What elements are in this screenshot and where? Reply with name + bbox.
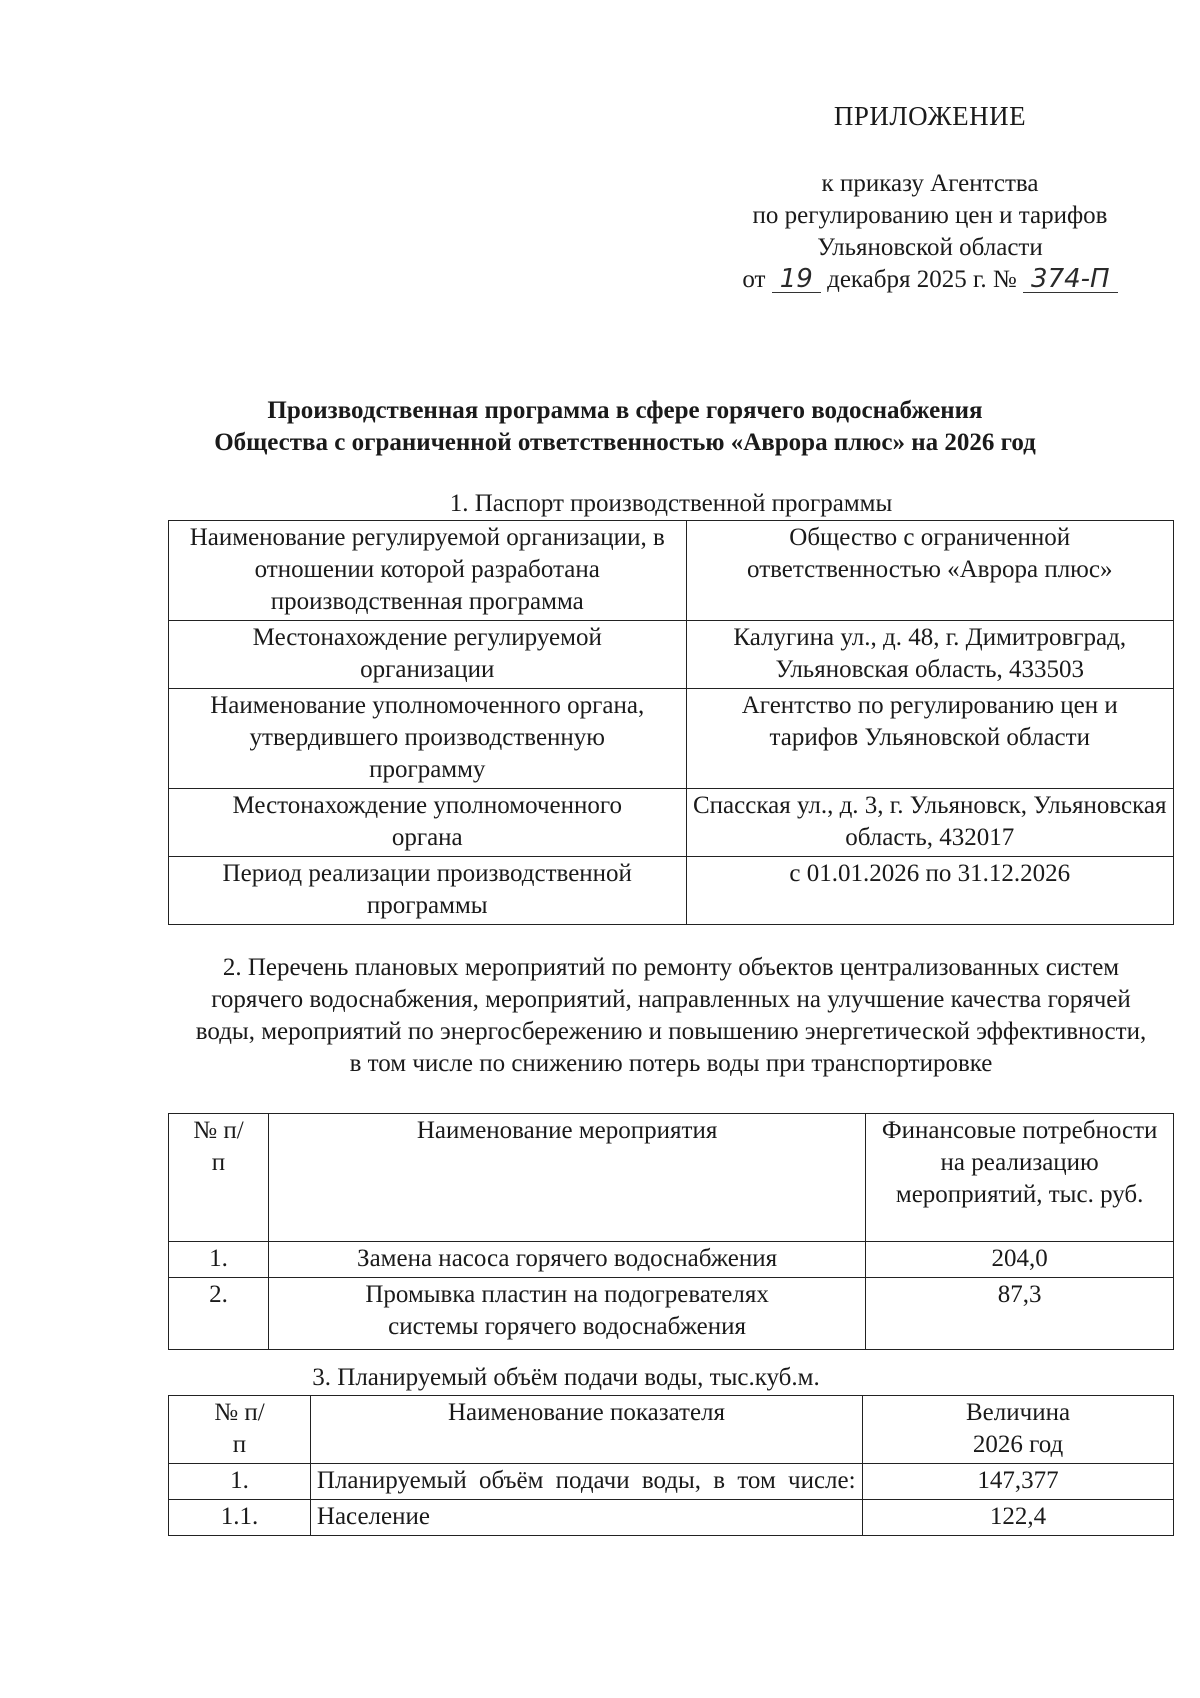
header-name: Наименование показателя <box>310 1396 862 1464</box>
order-date-line <box>700 264 1160 296</box>
table-row <box>169 621 1174 689</box>
table-row <box>169 689 1174 789</box>
row-name: Замена насоса горячего водоснабжения <box>268 1242 865 1278</box>
document-title <box>140 395 1110 459</box>
row-finance: 87,3 <box>866 1278 1174 1350</box>
header-num: № п/п <box>169 1396 311 1464</box>
row-name: Промывка пластин на подогревателях системы горячего водоснабжения <box>268 1278 865 1350</box>
passport-table <box>168 520 1174 925</box>
passport-value: Калугина ул., д. 48, г. Димитровград, Ульяновская область, 433503 <box>686 621 1174 689</box>
passport-label: Местонахождение уполномоченного органа <box>169 789 687 857</box>
table-row <box>169 1242 1174 1278</box>
date-rest: декабря 2025 г. № <box>827 266 1017 293</box>
section-1-title: 1. Паспорт производственной программы <box>449 490 893 517</box>
table-row <box>169 857 1174 925</box>
header-finance: Финансовые потребности на реализацию мероприятий, тыс. руб. <box>866 1114 1174 1242</box>
header-num: № п/п <box>169 1114 269 1242</box>
table-row <box>169 521 1174 621</box>
handwritten-day: 19 <box>772 266 821 293</box>
handwritten-order-number: 374-П <box>1023 266 1118 293</box>
row-finance: 204,0 <box>866 1242 1174 1278</box>
date-prefix: от <box>742 266 766 293</box>
table-row <box>169 789 1174 857</box>
approval-line-1: к приказу Агентства <box>821 170 1039 197</box>
table-row <box>169 1464 1174 1500</box>
document-title-line-2: Общества с ограниченной ответственностью «Аврора плюс» на 2026 год <box>214 429 1036 456</box>
row-value: 122,4 <box>863 1500 1174 1536</box>
passport-value: с 01.01.2026 по 31.12.2026 <box>686 857 1174 925</box>
header-name: Наименование мероприятия <box>268 1114 865 1242</box>
approval-line-2: по регулированию цен и тарифов <box>752 202 1108 229</box>
header-value: Величина 2026 год <box>863 1396 1174 1464</box>
row-num: 1. <box>169 1242 269 1278</box>
section-2-title: 2. Перечень плановых мероприятий по ремонту объектов централизованных систем горячего водоснабжения, мероприятий, направленных на улучшение качества горячей воды, мероприятий по энергосбережению и повышению энергетической эффективности, в том числе по снижению потерь воды при транспортировке <box>195 954 1147 1077</box>
approval-line-3: Ульяновской области <box>817 234 1043 261</box>
passport-label: Местонахождение регулируемой организации <box>169 621 687 689</box>
document-title-line-1: Производственная программа в сфере горячего водоснабжения <box>267 397 983 424</box>
passport-value: Спасская ул., д. 3, г. Ульяновск, Ульяновская область, 432017 <box>686 789 1174 857</box>
row-name: Планируемый объём подачи воды, в том числе: <box>310 1464 862 1500</box>
row-name: Население <box>310 1500 862 1536</box>
passport-value: Агентство по регулированию цен и тарифов Ульяновской области <box>686 689 1174 789</box>
row-value: 147,377 <box>863 1464 1174 1500</box>
measures-table <box>168 1113 1174 1350</box>
section-3-title: 3. Планируемый объём подачи воды, тыс.куб.м. <box>312 1364 820 1391</box>
passport-label: Наименование уполномоченного органа, утвердившего производственную программу <box>169 689 687 789</box>
volume-table <box>168 1395 1174 1536</box>
appendix-title: ПРИЛОЖЕНИЕ <box>833 101 1027 131</box>
row-num: 1. <box>169 1464 311 1500</box>
passport-label: Наименование регулируемой организации, в отношении которой разработана производственная программа <box>169 521 687 621</box>
row-num: 1.1. <box>169 1500 311 1536</box>
passport-value: Общество с ограниченной ответственностью «Аврора плюс» <box>686 521 1174 621</box>
table-header-row <box>169 1396 1174 1464</box>
table-row <box>169 1278 1174 1350</box>
table-row <box>169 1500 1174 1536</box>
row-num: 2. <box>169 1278 269 1350</box>
passport-label: Период реализации производственной программы <box>169 857 687 925</box>
table-header-row <box>169 1114 1174 1242</box>
